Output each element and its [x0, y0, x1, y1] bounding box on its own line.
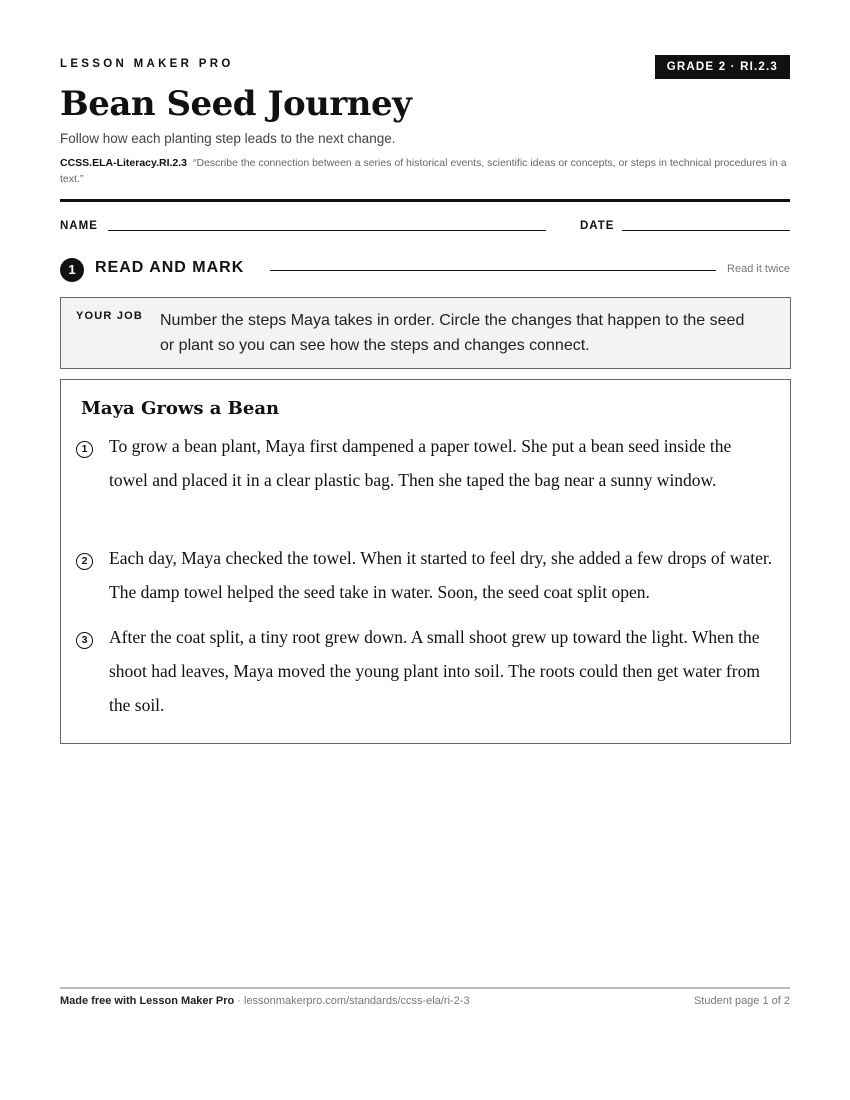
standard-description: [60, 155, 790, 187]
standard-code: CCSS.ELA-Literacy.RI.2.3: [60, 157, 188, 169]
header-divider: [60, 199, 790, 202]
section-title: READ AND MARK: [95, 259, 245, 276]
paragraph-number: 1: [76, 441, 93, 458]
job-label: YOUR JOB: [76, 310, 144, 322]
paragraph-text: To grow a bean plant, Maya first dampened a paper towel. She put a bean seed inside the towel and placed it in a clear plastic bag. Then she taped the bag near a sunny window.: [109, 436, 732, 490]
paragraph-text: After the coat split, a tiny root grew down. A small shoot grew up toward the light. When the shoot had leaves, Maya moved the young plant into soil. The roots could then get water from the soil.: [109, 627, 760, 715]
footer-credit: [60, 995, 470, 1007]
footer-divider: [60, 987, 790, 989]
job-instructions: Number the steps Maya takes in order. Circle the changes that happen to the seed or plant so you can see how the steps and changes connect.: [160, 312, 745, 354]
section-number-badge: 1: [60, 258, 84, 282]
job-box: [60, 297, 791, 369]
paragraph-text: Each day, Maya checked the towel. When it started to feel dry, she added a few drops of water. The damp towel helped the seed take in water. Soon, the seed coat split open.: [109, 548, 773, 602]
reading-title: Maya Grows a Bean: [81, 398, 280, 419]
brand-name: LESSON MAKER PRO: [60, 58, 234, 70]
standard-quote: “Describe the connection between a series of historical events, scientific ideas or concepts, or steps in technical procedures in a text.”: [60, 157, 787, 185]
page-subtitle: Follow how each planting step leads to the next change.: [60, 131, 396, 146]
name-line[interactable]: [108, 230, 546, 231]
section-divider: [270, 270, 716, 271]
date-line[interactable]: [622, 230, 790, 231]
paragraph-number: 2: [76, 553, 93, 570]
footer-made-with: Made free with Lesson Maker Pro: [60, 995, 235, 1007]
grade-badge: GRADE 2 · RI.2.3: [655, 55, 790, 79]
footer-url[interactable]: · lessonmakerpro.com/standards/ccss-ela/ri-2-3: [234, 995, 470, 1007]
name-label: NAME: [60, 220, 98, 232]
footer-page-number: Student page 1 of 2: [693, 995, 790, 1007]
paragraph-number: 3: [76, 632, 93, 649]
page-title: Bean Seed Journey: [60, 84, 412, 124]
reading-passage: [60, 379, 791, 744]
section-note: Read it twice: [727, 263, 790, 275]
date-label: DATE: [580, 220, 615, 232]
